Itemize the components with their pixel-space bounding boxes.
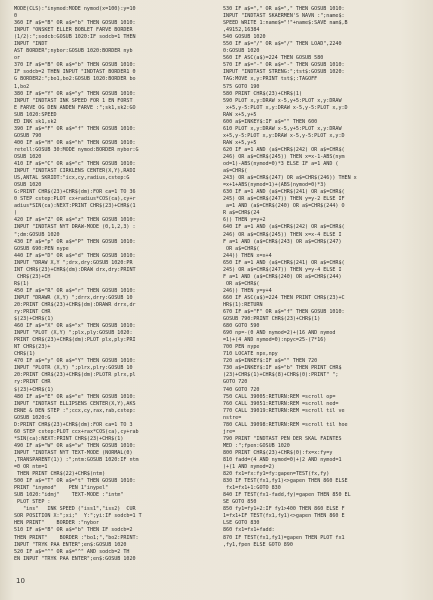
code-line: AST BORDER";nybor:GOSUB 1020:BORDER nyb [14,48,133,55]
code-line: INPUT "TRYK PAA ENTER";en$:GOSUB 1020 [14,541,127,548]
code-line: 1=fx1+IF TEST(fx1,fy1)<>gapen THEN 860 E [223,513,345,520]
code-line: ";dm:GOSUB 1020 [14,231,60,238]
code-line: HEN PRINT" BORDER :"nybor [14,520,100,527]
code-line: or [14,55,21,62]
code-line: =x+1+ABS(nymod=1)+(ABS(nymod=0)*3) [223,182,327,189]
code-line: 390 IF a$="F" OR a$="f" THEN GOSUB 1010: [14,125,136,132]
code-line: SUB 1020:SPEED [14,111,57,118]
code-line: )+(1 AND nymod=2) [223,464,275,471]
code-line: 245) OR a$=CHR$(247)) THEN y=y-2 ELSE IF [223,196,345,203]
code-line: 450 IF a$="R" OR a$="r" THEN GOSUB 1010: [14,287,136,294]
code-line: OSUB 1020 [14,182,42,189]
code-line: 870 IF TEST(fx1,fy1)=gapen THEN PLOT fx1 [223,534,345,541]
code-line: *SIN(ca):NEXT:PRINT CHR$(23)+CHR$(1) [14,435,124,442]
code-line: 720 a$=INKEY$:IF a$="" THEN 720 [223,358,318,365]
code-line: R a$=CHR$(24 [223,210,260,217]
code-line: 0 STEP cstep:PLOT cx+radius*COS(ca),cy+r [14,196,136,203]
code-line: 650 IF a=1 AND (a$=CHR$(241) OR a$=CHR$( [223,259,345,266]
code-line: adius*SIN(ca):NEXT:PRINT CHR$(23)+CHR$(1 [14,203,136,210]
code-line: D:PRINT CHR$(23)+CHR$(dm):FOR ca=1 TO 3 [14,421,133,428]
code-line: 830 IF TEST(fx1,fy1)<>gapen THEN 860 ELSE [223,478,348,485]
code-line: 740 GOTO 720 [223,386,260,393]
code-line: F a=1 AND (a$=CHR$(243) OR a$=CHR$(247) [223,238,342,245]
code-line: GOSUB 790:PRINT CHR$(23)+CHR$(1) [223,316,321,323]
code-line: 750 CALL 39005:RETURN:REM =scroll op= [223,393,336,400]
code-line: PRINT "inymod" PEN 1"inypel" [14,485,109,492]
code-line: 380 IF a$="Y" OR a$="y" THEN GOSUB 1010: [14,90,136,97]
code-line: 820 fx1=fx:fy1=fy:gapen=TEST(fx,fy) [223,471,330,478]
code-line: INPUT "INDTAST STRENG:";tst$:GOSUB 1020: [223,69,345,76]
code-line: US,ANTAL SKRIDT:"icx,cy,radius,cstep:G [14,175,130,182]
code-line: INPUT "INDTAST NYT TEXT-MODE (NORMAL(0) [14,449,133,456]
code-line: (23)+CHR$(1)+CHR$(8)+CHR$(0):PRINT" "; [223,372,339,379]
code-line: INPUT "PLOT (X,Y) ";plx,ply:GOSUB 1020: [14,330,133,337]
code-line: 246) OR a$=CHR$(245)) THEN x=x-1-ABS(nym [223,153,345,160]
code-line: "ins" INK SPEED ("iss1","iss2) CUR [14,506,136,513]
code-line: E FARVE OG DEN ANDEN FARVE :";sk1,sk2:GO [14,104,136,111]
code-line: INPUT "INDTAST CIRKLENS CENTER(X,Y),RADI [14,168,136,175]
code-line: INPUT "PLOTR (X,Y) ";plrx,plry:GOSUB 10 [14,365,133,372]
code-line: THEN PRINT CHR$(22)+CHR$(ntm) [14,471,106,478]
code-line: 580 PRINT CHR$(23)+CHR$(1) [223,90,303,97]
code-line: 760 CALL 39051:RETURN:REM =scroll ned= [223,400,339,407]
code-line: 410 IF a$="C" OR a$="c" THEN GOSUB 1010: [14,161,136,168]
code-line: INPUT "DRAW X,Y ";drx,dry:GOSUB 1020:PR [14,259,133,266]
code-line: $(23)+CHR$(1) [14,386,54,393]
code-line: PLOT STEP : [14,499,51,506]
code-line: 700 PEN nype [223,344,260,351]
code-line: 730 a$=INKEY$:IF a$="b" THEN PRINT CHR$ [223,365,342,372]
code-line: INPUT "INDTAST SKAERMEN'S NAVN :";name$: [223,13,345,20]
code-line: 800 PRINT CHR$(23)+CHR$(0):fx=x:fy=y [223,449,333,456]
code-line: GOSUB 690:PEN nype [14,245,69,252]
code-line: 690 np=-(0 AND nymod=2)+(16 AND nymod [223,330,336,337]
code-line: x+5,y-5:PLOT x,y:DRAW x-5,y-5:PLOT x,y:D [223,132,345,139]
code-line: 460 IF a$="X" OR a$="x" THEN GOSUB 1010: [14,323,136,330]
code-line: 780 CALL 39098:RETURN:REM =scroll til hoe [223,421,348,428]
code-line: INPUT "INDTAST NYT DRAW-MODE (0,1,2,3) : [14,224,136,231]
code-line: retell:GOSUB 30:MODE nymod:BORDER nybor:G [14,146,139,153]
code-line: 420 IF a$="Z" OR a$="z" THEN GOSUB 1010: [14,217,136,224]
code-line: R$(1) [14,280,30,287]
code-line: 0 [14,13,18,20]
code-line: 860 fx1=fx1+fadd: [223,527,275,534]
code-line: 246) OR a$=CHR$(245)) THEN x=x-4 ELSE I [223,231,342,238]
code-line: (1/2):";sodcb:GOSUB 1020:IF sodcb=1 THEN [14,34,136,41]
code-line: ry:PRINT CHR [14,309,51,316]
code-line: 400 IF a$="H" OR a$="h" THEN GOSUB 1010: [14,139,136,146]
code-line: INPUT "ONSKET ELLER BOBLET FARVE BORDER [14,27,133,34]
code-line: 245) OR a$=CHR$(247)) THEN y=y-4 ELSE I [223,266,342,273]
code-line: a=1 AND (a$=CHR$(240) OR a$=CHR$(244) O [223,203,345,210]
code-line: INPUT "INDT [14,41,48,48]
page-number: 10 [16,577,25,585]
code-line: 20:PRINT CHR$(23)+CHR$(dm):DRAWR drrx,dr [14,301,136,308]
code-line: EN INPUT "TRYK PAA ENTER";en$:GOSUB 1020 [14,555,136,562]
code-line: SPEED WRITE 1:name$="!"+name$:SAVE nam$,B [223,20,348,27]
code-line: GOTO 720 [223,379,248,386]
code-line: SE GOTO 850 [223,499,257,506]
code-line: ,fy1,fpen ELSE GOTO 890 [223,541,293,548]
code-line: 575 GOTO 190 [223,83,260,90]
code-line: 520 IF a$="^" OR a$="^" AND sodcb=2 TH [14,548,130,555]
code-line: od=1)-ABS(nymod=0)*3 ELSE IF a=1 AND ( [223,161,339,168]
code-line: x+5,y-5:PLOT x,y:DRAW x-5,y-5:PLOT x,y:D [223,104,348,111]
code-line: ,TRANSPARENT(1)) :";ntm:GOSUB 1020:IF ntm [14,457,139,463]
code-line: 243) OR a$=CHR$(247) OR a$=CHR$(246)) THEN x [223,175,357,182]
code-line: a$=CHR$( [223,168,248,175]
code-line: OR a$=CHR$( [223,280,260,287]
code-line: nstre= [223,414,242,421]
code-line: 550 IF a$="/" OR a$="/" THEN LOAD",2240 [223,41,342,48]
code-line: PRINT CHR$(23)+CHR$(dm):PLOT plx,ply:PRI [14,337,136,344]
code-line: 0:GOSUB 1020 [223,48,260,55]
code-line: ED INK sk1,sk2 [14,118,57,125]
code-line: 530 IF a$="," OR a$="," THEN GOSUB 1010: [223,6,345,12]
code-line: GOSUB 1020:G [14,414,51,421]
code-line: 560 IF ASC(a$)=224 THEN GOSUB 580 [223,55,324,62]
code-line: 840 IF TEST(fx1-fadd,fy)=gapen THEN 850 EL [223,492,351,499]
code-line: 510 IF a$="B" OR a$="b" THEN IF sodcb=2 [14,527,133,534]
code-line: RAW x+5,y+5 [223,139,257,146]
code-line: $(23)+CHR$(1) [14,316,54,323]
code-line: INPUT "DRAWR (X,Y) ";drrx,drry:GOSUB 10 [14,294,133,301]
code-line: 1,bo2 [14,83,30,90]
code-line: 640 IF a=1 AND (a$=CHR$(242) OR a$=CHR$( [223,224,345,231]
code-line: 590 PLOT x,y:DRAW x-5,y+5:PLOT x,y:DRAW [223,97,342,104]
code-line: 660 IF ASC(a$)=224 THEN PRINT CHR$(23)+C [223,294,345,301]
code-line: 790 PRINT "INDTAST PEN DER SKAL FAINTES [223,435,342,442]
code-line: 244)) THEN x=x+4 [223,252,272,259]
code-line: =1)+(4 AND nymod=0):npyc=25-(7*16) [223,337,327,344]
code-line: 670 IF a$="F" OR a$="f" THEN GOSUB 1010: [223,309,345,316]
code-line: 480 IF a$="E" OR a$="e" THEN GOSUB 1010: [14,393,136,400]
code-line: RAW x+5,y+5 [223,111,257,118]
code-line: OSUB 1020 [14,153,42,160]
code-line: 430 IF a$="p" OR a$="P" THEN GOSUB 1010: [14,238,136,245]
code-column-left [14,6,210,563]
code-line: INPUT "INDTAST ELLIPSENS CENTER(X,Y),AKS [14,400,136,407]
code-line: ) [14,210,18,217]
code-line: =0 OR ntm=1 [14,464,48,471]
code-line: INT CHR$(23)+CHR$(dm):DRAW drx,dry:PRINT [14,266,136,273]
code-line: HR$(1):RETURN [223,301,263,308]
code-line: 570 IF a$="-" OR a$="-" THEN GOSUB 1010: [223,62,345,69]
code-line: IF sodcb=2 THEN INPUT "INDTAST BORDER1 0 [14,69,136,76]
code-line: CHR$(23)+CH [14,273,51,280]
code-line: 540 GOSUB 1020 [223,34,266,41]
code-line: LSE GOTO 830 [223,520,260,527]
code-line: 490 IF a$="W" OR a$="w" THEN GOSUB 1010: [14,442,136,449]
code-line: 770 CALL 39019:RETURN:REM =scroll til ve [223,407,345,414]
code-line: 610 PLOT x,y:DRAW x-5,y+5:PLOT x,y:DRAW [223,125,342,132]
code-line: 500 IF a$="T" OR a$="t" THEN GOSUB 1010: [14,478,136,485]
code-line: SOR POSITION X:";xi;" Y:";yi:IF sodcb=1 T [14,513,142,520]
code-line: 620 IF a=1 AND (a$=CHR$(242) OR a$=CHR$( [223,146,345,153]
code-line: 360 IF a$="B" OR a$="b" THEN GOSUB 1010: [14,20,136,27]
code-line: 630 IF a=1 AND (a$=CHR$(241) OR a$=CHR$( [223,189,345,196]
code-line: G:PRINT CHR$(23)+CHR$(dm):FOR ca=1 TO 36 [14,189,136,196]
code-line: 680 GOTO 590 [223,323,260,330]
code-line: MODE(CLS):"inymod:MODE nymod(x=100):y=10 [14,6,136,12]
code-line: TAG:MOVE x,y:PRINT tst$;:TAGOFF [223,76,318,83]
code-line: jre= [223,428,236,435]
code-line: NT CHR$(23)+ [14,344,51,351]
code-line: SUB 1020:"idmj" TEXT-MODE :"intm" [14,492,124,499]
code-line: F a=1 AND (a$=CHR$(240) OR a$=CHR$(244) [223,273,342,280]
code-line: 600 a$=INKEY$:IF a$="" THEN 600 [223,118,318,125]
code-line: 20:PRINT CHR$(23)+CHR$(dm):PLOTR plrx,pl [14,372,136,379]
code-line: INPUT "INDTAST INK SPEED FOR 1 EN FORST [14,97,133,104]
code-line: THEN PRINT" BORDER :"bo1;","bo2:PRINT: [14,534,139,541]
code-line: GOSUB 790 [14,132,42,139]
code-line: 850 fy1=fy1+2:IF fy1>400 THEN 860 ELSE F [223,506,345,513]
code-line: OR a$=CHR$( [223,245,260,252]
code-line: 246)) THEN y=y+4 [223,287,272,294]
code-line: MED :";fpen:GOSUB 1020 [223,442,290,449]
code-column-right [223,6,421,549]
code-line: 440 IF a$="D" OR a$="d" THEN GOSUB 1010: [14,252,136,259]
code-line: ,49152,16384 [223,27,260,34]
code-line: 60 STEP cstep:PLOT ccx+rax*COS(ca),cy+rab [14,428,139,435]
code-line: ry:PRINT CHR [14,379,51,386]
code-line: 470 IF a$="y" OR a$="Y" THEN GOSUB 1010: [14,358,136,365]
code-line: fx1=fx1+1:GOTO 830 [223,485,281,492]
code-line: G BORDER2:";bo1,bo2:GOSUB 1020:BORDER bo [14,76,136,83]
code-line: 710 LOCATE npx,npy [223,351,278,358]
code-line: 370 IF a$="B" OR a$="b" THEN GOSUB 1010: [14,62,136,69]
code-line: CHR$(1) [14,351,36,358]
code-line: 810 fadd=(4 AND nymod=0)+(2 AND nymod=1 [223,457,342,463]
code-line: ERNE & DEN STEP :";ccx,cy,rax,rab,cstep: [14,407,136,414]
code-line: 6)) THEN y=y+2 [223,217,266,224]
